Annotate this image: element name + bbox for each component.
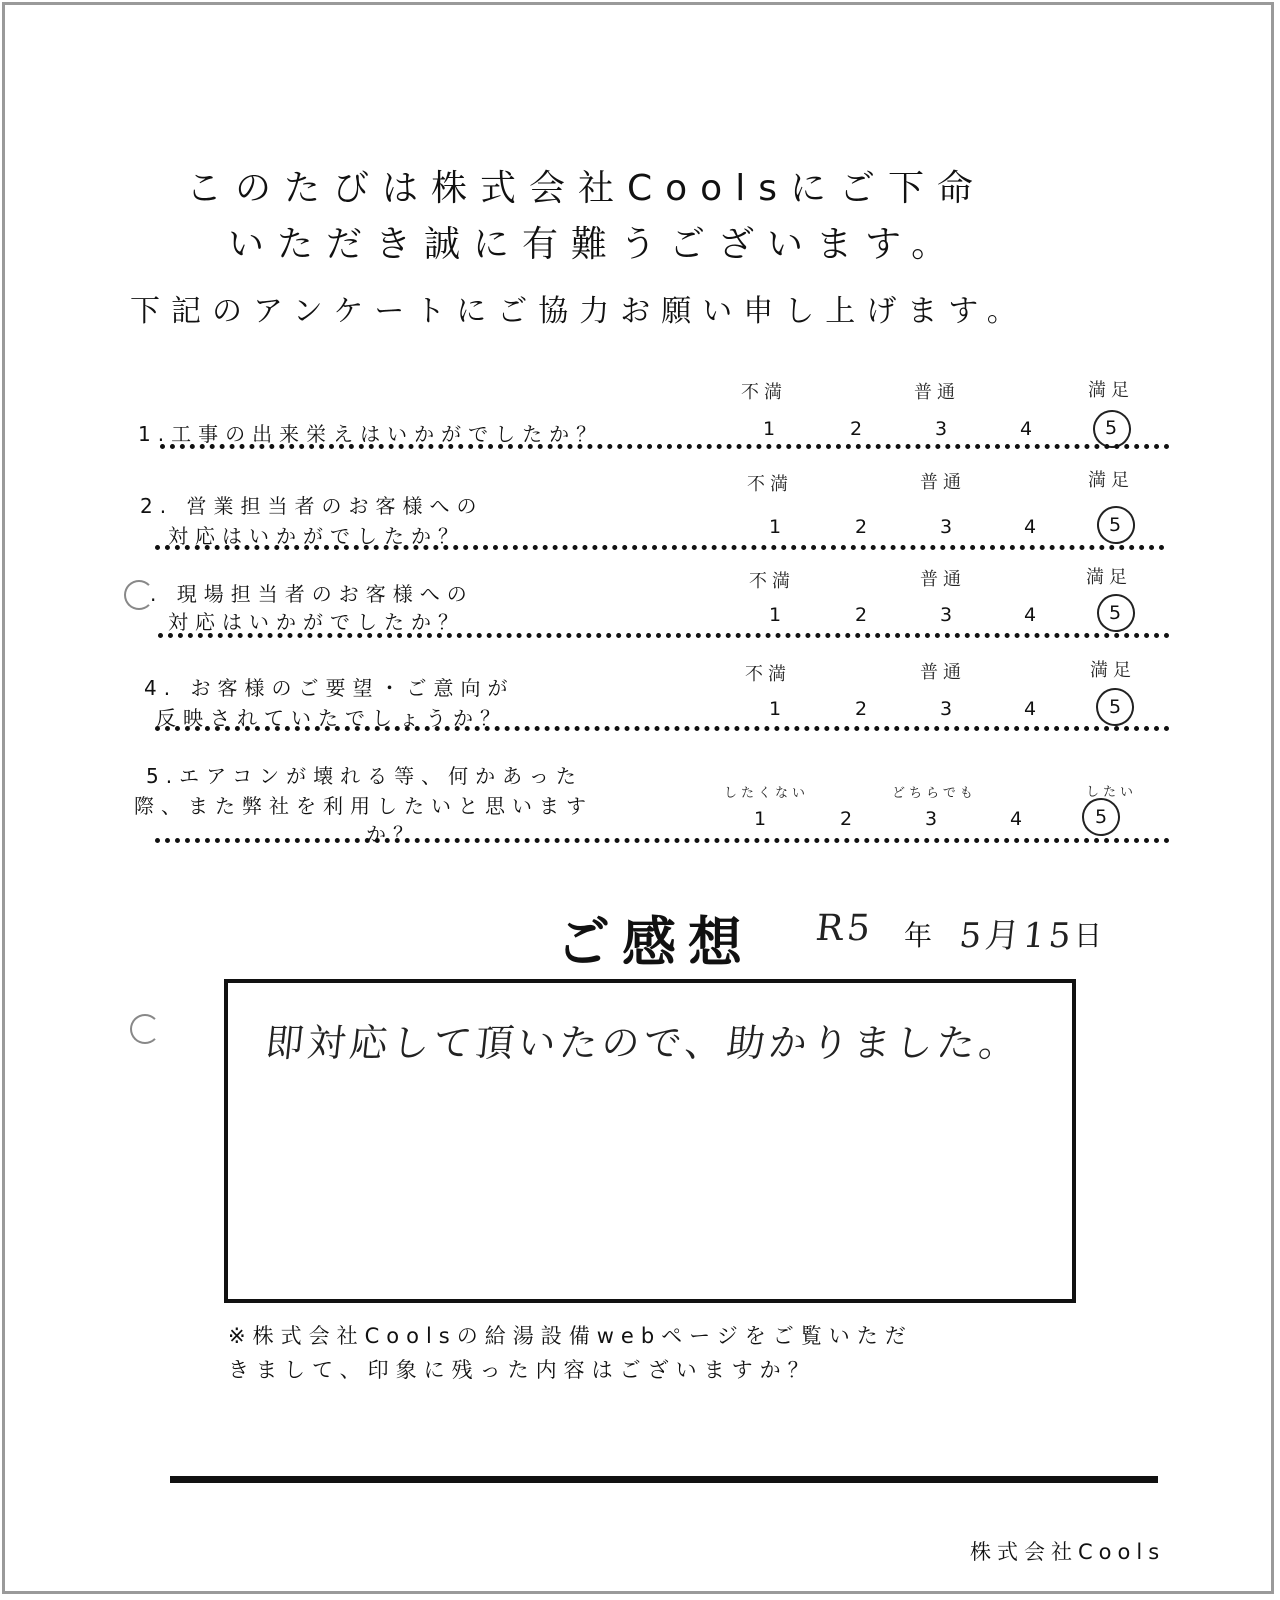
footer-company-name: 株式会社Cools <box>970 1540 1166 1564</box>
date-day-suffix: 日 <box>1074 919 1103 952</box>
rating-2: 2 <box>839 808 853 830</box>
survey-request-line: 下記のアンケートにご協力お願い申し上げます。 <box>130 294 1028 329</box>
scale-label-high: したい <box>1086 785 1138 800</box>
date-era: R5 <box>813 908 877 949</box>
rating-4: 4 <box>1023 604 1037 626</box>
punch-hole-mark <box>130 1014 160 1044</box>
rating-5: 5 <box>1104 417 1118 439</box>
scale-label-high: 満足 <box>1088 470 1134 491</box>
rating-1: 1 <box>762 418 776 440</box>
question-text-line-1: 5.エアコンが壊れる等、何かあった <box>146 764 583 788</box>
question-text-line-2: 際、また弊社を利用したいと思います <box>134 794 593 818</box>
scale-label-mid: 普通 <box>920 472 966 493</box>
rating-4: 4 <box>1023 698 1037 720</box>
web-question-line-2: きまして、印象に残った内容はございますか？ <box>228 1358 816 1382</box>
rating-1: 1 <box>768 698 782 720</box>
date-year-suffix: 年 <box>904 919 933 952</box>
dotted-separator <box>160 444 1170 449</box>
dotted-separator <box>155 545 1165 550</box>
dotted-separator <box>155 726 1170 731</box>
question-text-line-1: . 現場担当者のお客様への <box>150 582 474 606</box>
scale-label-high: 満足 <box>1090 660 1136 681</box>
scale-label-high: 満足 <box>1088 380 1134 401</box>
rating-5: 5 <box>1094 806 1108 828</box>
rating-5: 5 <box>1108 602 1122 624</box>
scale-label-mid: 普通 <box>920 569 966 590</box>
dotted-separator <box>155 838 1170 843</box>
greeting-line-1: このたびは株式会社Coolsにご下命 <box>186 168 986 209</box>
rating-3: 3 <box>939 516 953 538</box>
date-month-day: 5月15 <box>957 916 1077 956</box>
question-text-line-3: か？ <box>366 822 420 846</box>
impressions-title: ご感想 <box>556 911 754 974</box>
question-text-line-1: 4. お客様のご要望・ご意向が <box>144 676 515 700</box>
scale-label-high: 満足 <box>1086 567 1132 588</box>
rating-3: 3 <box>939 698 953 720</box>
rating-2: 2 <box>854 698 868 720</box>
scale-label-low: 不満 <box>747 474 793 495</box>
question-text-line-2: 反映されていたでしょうか？ <box>156 706 507 730</box>
rating-5: 5 <box>1108 696 1122 718</box>
scale-label-mid: 普通 <box>920 662 966 683</box>
question-text-line-2: 対応はいかがでしたか？ <box>168 610 465 634</box>
rating-3: 3 <box>934 418 948 440</box>
answer-line <box>170 1476 1158 1483</box>
rating-4: 4 <box>1019 418 1033 440</box>
greeting-line-2: いただき誠に有難うございます。 <box>228 224 961 265</box>
question-text: 1.工事の出来栄えはいかがでしたか？ <box>138 422 604 446</box>
scale-label-low: 不満 <box>741 382 787 403</box>
rating-4: 4 <box>1009 808 1023 830</box>
rating-1: 1 <box>753 808 767 830</box>
rating-2: 2 <box>849 418 863 440</box>
rating-3: 3 <box>939 604 953 626</box>
question-text-line-1: 2. 営業担当者のお客様への <box>140 494 484 518</box>
rating-5: 5 <box>1108 514 1122 536</box>
rating-1: 1 <box>768 516 782 538</box>
rating-3: 3 <box>924 808 938 830</box>
scale-label-low: 不満 <box>745 664 791 685</box>
handwritten-comment: 即対応して頂いたので、助かりました。 <box>263 1021 1024 1065</box>
question-text-line-2: 対応はいかがでしたか？ <box>168 524 465 548</box>
web-question-line-1: ※株式会社Coolsの給湯設備webページをご覧いただ <box>228 1324 913 1348</box>
scale-label-low: したくない <box>724 786 810 801</box>
scale-label-low: 不満 <box>749 571 795 592</box>
scale-label-mid: 普通 <box>914 382 960 403</box>
dotted-separator <box>158 633 1170 638</box>
rating-2: 2 <box>854 516 868 538</box>
rating-1: 1 <box>768 604 782 626</box>
rating-2: 2 <box>854 604 868 626</box>
scale-label-mid: どちらでも <box>892 786 977 801</box>
rating-4: 4 <box>1023 516 1037 538</box>
